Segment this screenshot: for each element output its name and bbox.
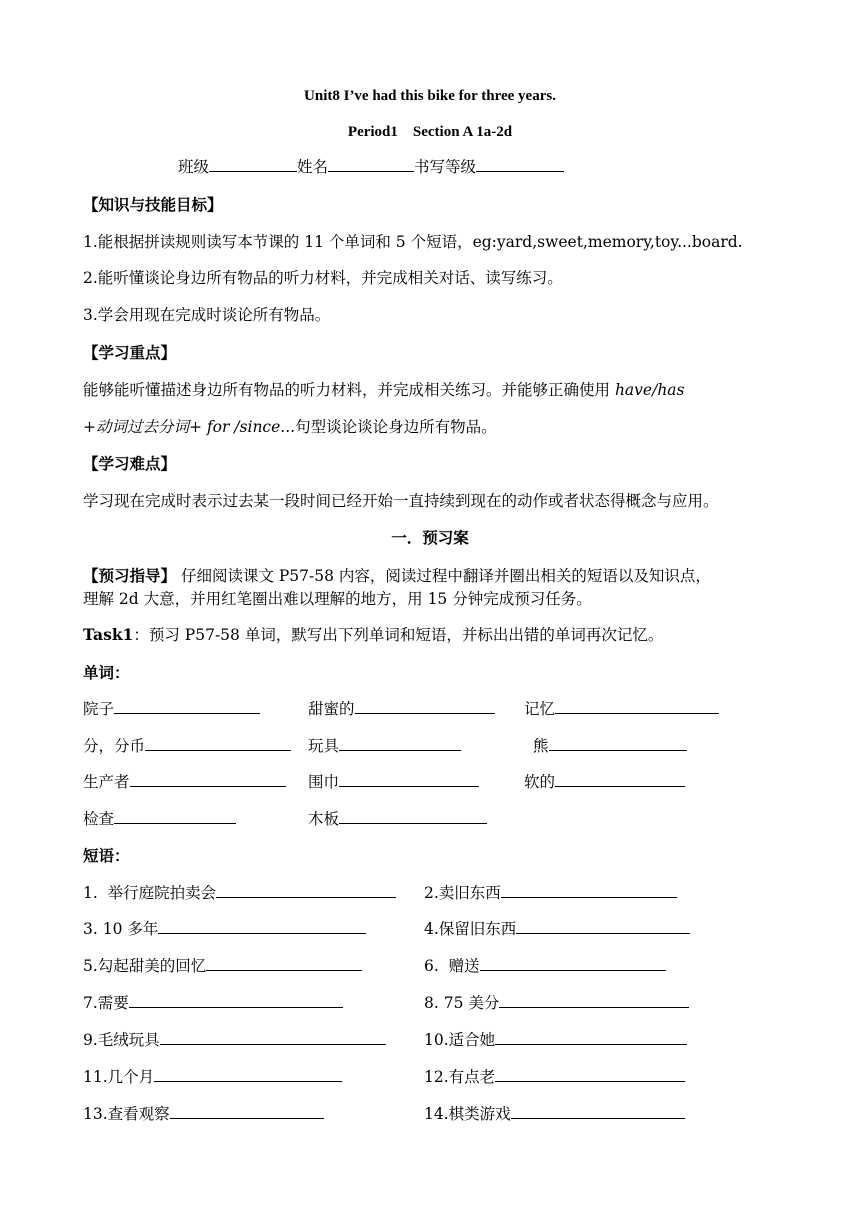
answer-blank[interactable] xyxy=(555,772,685,787)
phrase-item: 2.卖旧东西 xyxy=(424,883,677,903)
goal-item: 2.能听懂谈论身边所有物品的听力材料，并完成相关对话、读写练习。 xyxy=(83,269,563,287)
answer-blank[interactable] xyxy=(114,809,236,824)
page-title: Unit8 I’ve had this bike for three years. xyxy=(304,88,556,104)
answer-blank[interactable] xyxy=(130,772,286,787)
word-item: 熊 xyxy=(533,736,687,756)
student-info-row xyxy=(178,157,564,177)
grade-blank[interactable] xyxy=(476,157,564,172)
answer-blank[interactable] xyxy=(339,736,461,751)
word-item: 检查 xyxy=(83,809,236,829)
word-item: 分，分币 xyxy=(83,736,291,756)
word-item: 记忆 xyxy=(524,699,719,719)
answer-blank[interactable] xyxy=(145,736,291,751)
words-label: 单词： xyxy=(83,663,130,682)
guide-text: 仔细阅读课文 P57-58 内容，阅读过程中翻译并圈出相关的短语以及知识点， xyxy=(176,567,711,585)
guide-heading: 【预习指导】 xyxy=(83,566,177,585)
word-item: 木板 xyxy=(308,809,487,829)
answer-blank[interactable] xyxy=(511,1104,685,1119)
name-blank[interactable] xyxy=(328,157,414,172)
answer-blank[interactable] xyxy=(206,956,362,971)
phrase-item: 14.棋类游戏 xyxy=(424,1104,685,1124)
answer-blank[interactable] xyxy=(158,919,366,934)
phrase-item: 6. 赠送 xyxy=(424,956,666,976)
section-title: 一．预习案 xyxy=(391,528,469,547)
phrase-item: 3. 10 多年 xyxy=(83,919,366,939)
word-item: 院子 xyxy=(83,699,260,719)
answer-blank[interactable] xyxy=(129,993,343,1008)
focus-italic: have/has xyxy=(614,381,685,399)
phrase-item: 5.勾起甜美的回忆 xyxy=(83,956,362,976)
answer-blank[interactable] xyxy=(480,956,666,971)
guide-line-1 xyxy=(83,566,711,586)
word-item: 围巾 xyxy=(308,772,479,792)
focus-line-2 xyxy=(83,417,497,437)
word-item: 软的 xyxy=(524,772,685,792)
answer-blank[interactable] xyxy=(339,772,479,787)
answer-blank[interactable] xyxy=(549,736,687,751)
word-item: 玩具 xyxy=(308,736,461,756)
guide-line-2: 理解 2d 大意，并用红笔圈出难以理解的地方，用 15 分钟完成预习任务。 xyxy=(83,590,592,608)
focus-text: 能够能听懂描述身边所有物品的听力材料，并完成相关练习。并能够正确使用 xyxy=(83,381,615,399)
phrase-item: 4.保留旧东西 xyxy=(424,919,690,939)
phrase-item: 1. 举行庭院拍卖会 xyxy=(83,883,396,903)
answer-blank[interactable] xyxy=(355,699,495,714)
word-item: 生产者 xyxy=(83,772,286,792)
class-label: 班级 xyxy=(178,158,210,176)
phrase-item: 10.适合她 xyxy=(424,1030,687,1050)
task-text: ：预习 P57-58 单词，默写出下列单词和短语，并标出出错的单词再次记忆。 xyxy=(133,626,664,644)
focus-italic: +动词过去分词+ for /since... xyxy=(83,418,296,436)
goal-item: 1.能根据拼读规则读写本节课的 11 个单词和 5 个短语，eg:yard,sweet,memory,toy...board. xyxy=(83,233,743,251)
answer-blank[interactable] xyxy=(170,1104,324,1119)
grade-label: 书写等级 xyxy=(414,158,477,176)
task-line xyxy=(83,625,663,645)
answer-blank[interactable] xyxy=(495,1030,687,1045)
phrase-item: 9.毛绒玩具 xyxy=(83,1030,386,1050)
phrases-label: 短语： xyxy=(83,846,130,865)
difficulty-heading: 【学习难点】 xyxy=(83,454,177,473)
difficulty-text: 学习现在完成时表示过去某一段时间已经开始一直持续到现在的动作或者状态得概念与应用。 xyxy=(83,492,719,510)
phrase-item: 11.几个月 xyxy=(83,1067,342,1087)
goals-heading: 【知识与技能目标】 xyxy=(83,195,223,214)
task-label: Task1 xyxy=(83,625,134,644)
phrase-item: 7.需要 xyxy=(83,993,343,1013)
answer-blank[interactable] xyxy=(339,809,487,824)
phrase-item: 12.有点老 xyxy=(424,1067,685,1087)
answer-blank[interactable] xyxy=(216,883,396,898)
focus-heading: 【学习重点】 xyxy=(83,343,177,362)
focus-text: 句型谈论谈论身边所有物品。 xyxy=(295,418,497,436)
goal-item: 3.学会用现在完成时谈论所有物品。 xyxy=(83,306,331,324)
answer-blank[interactable] xyxy=(516,919,690,934)
word-item: 甜蜜的 xyxy=(308,699,495,719)
answer-blank[interactable] xyxy=(555,699,719,714)
answer-blank[interactable] xyxy=(499,993,689,1008)
answer-blank[interactable] xyxy=(114,699,260,714)
class-blank[interactable] xyxy=(209,157,297,172)
answer-blank[interactable] xyxy=(501,883,677,898)
answer-blank[interactable] xyxy=(495,1067,685,1082)
phrase-item: 13.查看观察 xyxy=(83,1104,324,1124)
page-subtitle: Period1 Section A 1a-2d xyxy=(347,124,513,140)
focus-line-1 xyxy=(83,380,685,400)
answer-blank[interactable] xyxy=(154,1067,342,1082)
phrase-item: 8. 75 美分 xyxy=(424,993,689,1013)
name-label: 姓名 xyxy=(297,158,329,176)
answer-blank[interactable] xyxy=(160,1030,386,1045)
